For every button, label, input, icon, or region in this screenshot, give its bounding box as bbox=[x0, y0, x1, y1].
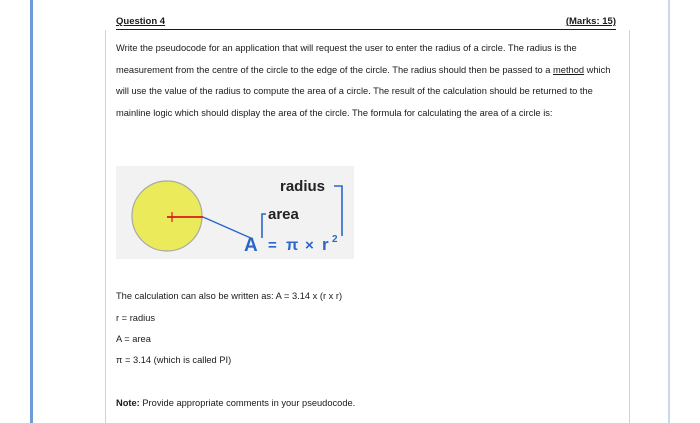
paragraph-part-1: Write the pseudocode for an application that will request the user to enter the radius of a circle. The radius is the measurement from the centre of the circle to the edge of the circle. The radius should then be passed to a bbox=[116, 43, 577, 75]
formula-exponent: 2 bbox=[332, 234, 338, 245]
marks-label: (Marks: 15) bbox=[565, 16, 616, 27]
a-definition: A = area bbox=[116, 334, 151, 344]
right-page-edge bbox=[668, 0, 670, 423]
question-title: Question 4 bbox=[116, 16, 166, 27]
document-page bbox=[33, 0, 668, 423]
circle-shape bbox=[132, 181, 202, 251]
formula-equals: = bbox=[268, 237, 277, 254]
note-label: Note: bbox=[116, 398, 140, 408]
question-header bbox=[116, 13, 616, 30]
note-line bbox=[116, 398, 355, 408]
method-word: method bbox=[553, 64, 585, 75]
circle-area-figure bbox=[116, 166, 354, 259]
formula-a: A bbox=[244, 235, 258, 256]
r-definition: r = radius bbox=[116, 313, 156, 323]
formula-r: r bbox=[322, 235, 329, 254]
formula-times: × bbox=[305, 237, 314, 254]
radius-bracket bbox=[334, 186, 342, 236]
area-label: area bbox=[268, 206, 299, 223]
question-paragraph bbox=[116, 38, 621, 124]
note-text: Provide appropriate comments in your pseudocode. bbox=[139, 398, 356, 408]
formula-pi: π bbox=[286, 237, 299, 254]
area-bracket bbox=[262, 214, 266, 238]
radius-label: radius bbox=[280, 178, 326, 195]
pi-definition: π = 3.14 (which is called PI) bbox=[116, 355, 232, 365]
circle-area-diagram bbox=[116, 166, 354, 259]
alt-formula-line: The calculation can also be written as: A = 3.14 x (r x r) bbox=[116, 291, 343, 301]
paragraph-part-2: which will use the value of the radius to compute the area of a circle. The result of the calculation should be returned to the mainline logic which should display the area of the circle. The formula for calculating the area of a circle is: bbox=[116, 64, 611, 118]
